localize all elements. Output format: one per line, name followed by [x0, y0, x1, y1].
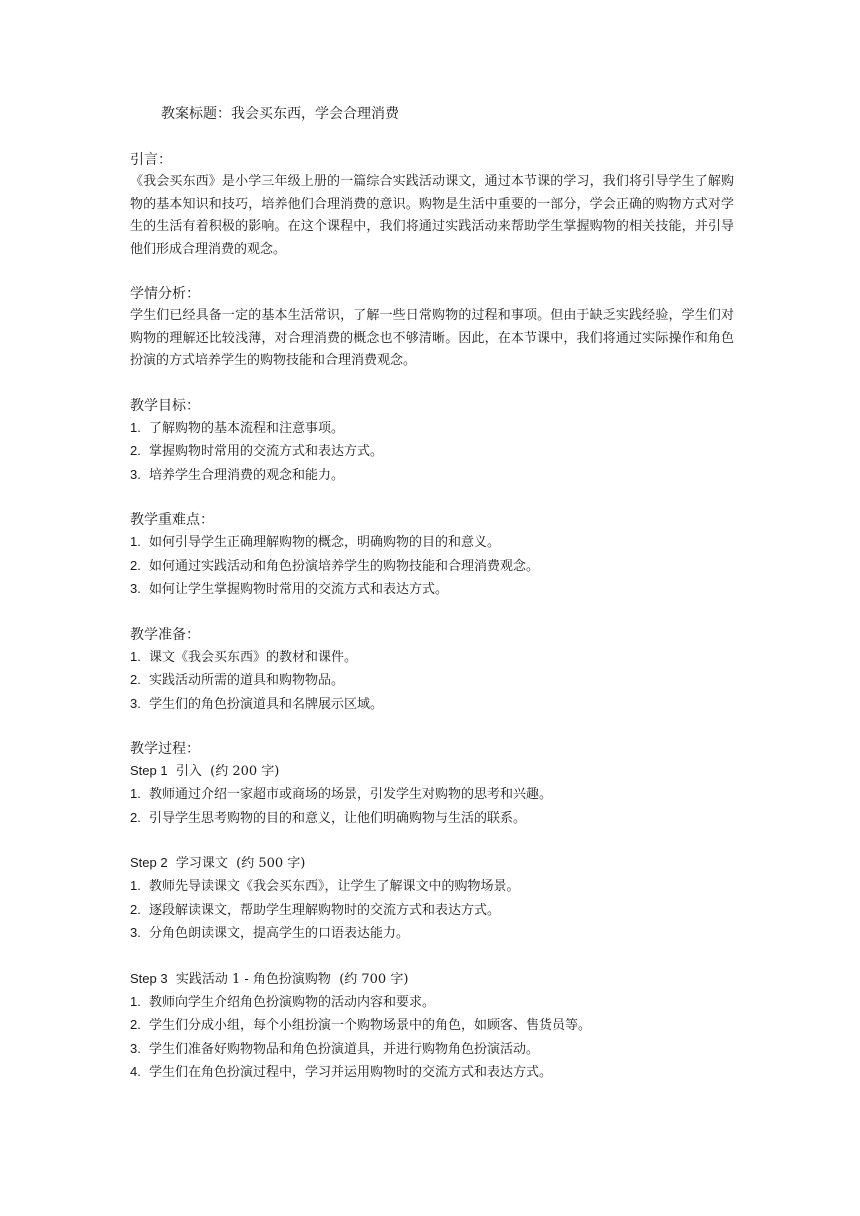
step-note: (约 500 字) [236, 856, 306, 871]
list-number: 1. [130, 878, 141, 893]
list-text: 培养学生合理消费的观念和能力。 [149, 467, 345, 483]
step-title: 学习课文 [175, 856, 228, 871]
document-page [130, 103, 734, 1107]
intro-paragraph: 《我会买东西》是小学三年级上册的一篇综合实践活动课文，通过本节课的学习，我们将引导学生了解购物的基本知识和技巧，培养他们合理消费的意识。购物是生活中重要的一部分，学会正确的购物方式对学生的生活有着积极的影响。在这个课程中，我们将通过实践活动来帮助学生掌握购物的相关技能，并引导他们形成合理消费的观念。 [130, 174, 734, 257]
list-number: 2. [130, 557, 141, 573]
process-heading: 教学过程： [130, 741, 200, 757]
step-3-list [130, 991, 734, 1085]
objectives-list [130, 417, 734, 488]
step-1-section [130, 760, 734, 830]
intro-section [130, 149, 734, 261]
list-item [130, 922, 734, 946]
list-text: 教师先导读课文《我会买东西》，让学生了解课文中的购物场景。 [149, 879, 520, 894]
step-title: 实践活动 1 - 角色扮演购物 [175, 971, 331, 987]
list-number: 1. [130, 993, 141, 1009]
list-text: 引导学生思考购物的目的和意义，让他们明确购物与生活的联系。 [149, 810, 527, 826]
list-number: 1. [130, 534, 141, 549]
list-text: 分角色朗读课文，提高学生的口语表达能力。 [149, 926, 410, 941]
list-number: 2. [130, 901, 141, 917]
list-item [130, 440, 734, 464]
list-item [130, 646, 734, 670]
list-number: 3. [130, 925, 141, 940]
list-number: 2. [130, 809, 141, 825]
list-text: 学生们准备好购物物品和角色扮演道具，并进行购物角色扮演活动。 [149, 1041, 540, 1057]
list-number: 1. [130, 419, 141, 435]
step-1-list [130, 783, 734, 830]
step-title: 引入 [175, 764, 202, 779]
list-item [130, 578, 734, 602]
keypoints-heading: 教学重难点： [130, 512, 214, 528]
step-2-list [130, 875, 734, 946]
list-item [130, 1061, 734, 1085]
list-item [130, 555, 734, 579]
list-item [130, 669, 734, 693]
list-item [130, 417, 734, 441]
step-heading [130, 852, 734, 875]
list-item [130, 464, 734, 488]
list-item [130, 1038, 734, 1062]
list-text: 了解购物的基本流程和注意事项。 [149, 420, 345, 436]
list-text: 教师通过介绍一家超市或商场的场景，引发学生对购物的思考和兴趣。 [149, 787, 553, 802]
list-number: 2. [130, 443, 141, 458]
list-number: 3. [130, 1040, 141, 1056]
step-label: Step 3 [130, 970, 168, 986]
step-heading [130, 760, 734, 783]
list-text: 学生们分成小组，每个小组扮演一个购物场景中的角色，如顾客、售货员等。 [149, 1018, 592, 1033]
keypoints-section [130, 509, 734, 602]
list-item [130, 807, 734, 831]
list-text: 如何通过实践活动和角色扮演培养学生的购物技能和合理消费观念。 [149, 558, 540, 574]
preparation-section [130, 624, 734, 717]
objectives-heading: 教学目标： [130, 397, 200, 414]
list-item [130, 899, 734, 923]
list-text: 教师向学生介绍角色扮演购物的活动内容和要求。 [149, 994, 436, 1010]
list-text: 学生们在角色扮演过程中，学习并运用购物时的交流方式和表达方式。 [149, 1065, 553, 1080]
document-title: 教案标题：我会买东西，学会合理消费 [161, 106, 399, 122]
step-3-section [130, 968, 734, 1085]
objectives-section [130, 395, 734, 488]
analysis-heading: 学情分析： [130, 286, 200, 302]
list-number: 4. [130, 1064, 141, 1079]
list-item [130, 1014, 734, 1038]
step-note: (约 700 字) [339, 971, 409, 987]
list-number: 2. [130, 672, 141, 687]
list-number: 2. [130, 1017, 141, 1032]
list-item [130, 991, 734, 1015]
preparation-list [130, 646, 734, 717]
list-text: 逐段解读课文，帮助学生理解购物时的交流方式和表达方式。 [149, 902, 501, 918]
analysis-paragraph: 学生们已经具备一定的基本生活常识，了解一些日常购物的过程和事项。但由于缺乏实践经验，学生们对购物的理解还比较浅薄，对合理消费的概念也不够清晰。因此，在本节课中，我们将通过实际操作和角色扮演的方式培养学生的购物技能和合理消费观念。 [130, 308, 734, 368]
list-text: 学生们的角色扮演道具和名牌展示区域。 [149, 696, 384, 712]
step-2-section [130, 852, 734, 946]
list-number: 1. [130, 786, 141, 801]
list-text: 如何让学生掌握购物时常用的交流方式和表达方式。 [149, 582, 449, 597]
list-item [130, 875, 734, 899]
step-heading [130, 968, 734, 991]
list-number: 3. [130, 466, 141, 482]
step-label: Step 1 [130, 763, 168, 778]
step-label: Step 2 [130, 855, 168, 870]
list-text: 掌握购物时常用的交流方式和表达方式。 [149, 444, 384, 459]
list-item [130, 693, 734, 717]
intro-heading: 引言： [130, 152, 172, 168]
list-number: 1. [130, 648, 141, 664]
list-text: 实践活动所需的道具和购物物品。 [149, 673, 345, 688]
list-item [130, 783, 734, 807]
list-item [130, 531, 734, 555]
list-text: 如何引导学生正确理解购物的概念，明确购物的目的和意义。 [149, 535, 501, 550]
list-text: 课文《我会买东西》的教材和课件。 [149, 649, 358, 665]
list-number: 3. [130, 695, 141, 711]
step-note: (约 200 字) [210, 764, 280, 779]
keypoints-list [130, 531, 734, 602]
preparation-heading: 教学准备： [130, 626, 200, 643]
analysis-section [130, 283, 734, 373]
list-number: 3. [130, 581, 141, 596]
